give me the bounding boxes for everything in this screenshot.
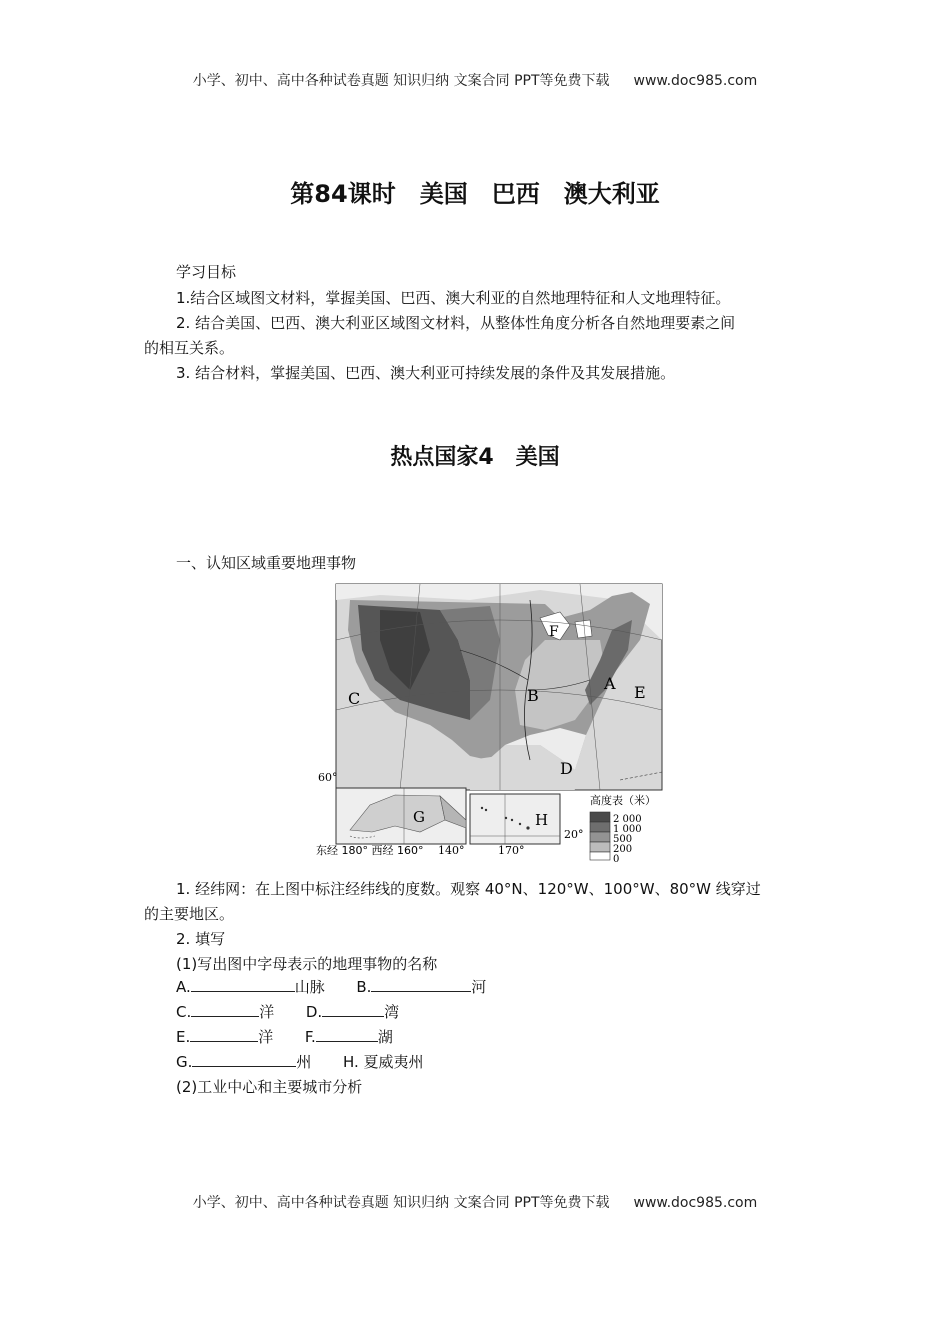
legend-value-2000: 2 000	[613, 814, 642, 825]
label-B: B	[527, 686, 539, 705]
legend-swatch-2000	[590, 812, 610, 822]
objectives-heading: 学习目标	[176, 263, 237, 281]
fill-row-gh	[176, 1052, 424, 1072]
footer-site[interactable]: www.doc985.com	[633, 1195, 758, 1211]
lat-60-label: 60°	[318, 771, 338, 784]
legend-value-200: 200	[613, 844, 633, 855]
label-H: H	[535, 811, 549, 829]
fill-d-blank[interactable]	[322, 1002, 384, 1017]
legend-swatch-200	[590, 842, 610, 852]
objective-2-continued: 的相互关系。	[144, 339, 235, 357]
lon-label-1: 东经 180° 西经 160°	[316, 844, 424, 857]
question-2-2: (2)工业中心和主要城市分析	[176, 1078, 363, 1096]
header-site[interactable]: www.doc985.com	[633, 73, 758, 89]
legend-title: 高度表（米）	[590, 794, 656, 807]
fill-f-blank[interactable]	[316, 1027, 378, 1042]
elevation-legend	[590, 793, 656, 865]
fill-c-label: C.	[176, 1003, 192, 1021]
fill-f-suffix: 湖	[377, 1028, 393, 1046]
legend-swatch-0	[590, 852, 610, 860]
fill-e-label: E.	[176, 1028, 191, 1046]
objective-3: 3. 结合材料，掌握美国、巴西、澳大利亚可持续发展的条件及其发展措施。	[176, 364, 676, 382]
lon-label-3: 170°	[498, 844, 525, 857]
lat-20-label: 20°	[564, 828, 584, 841]
label-D: D	[560, 759, 573, 778]
fill-b-blank[interactable]	[371, 977, 471, 992]
section-title: 热点国家4 美国	[390, 445, 560, 470]
fill-g-label: G.	[176, 1053, 193, 1071]
fill-e-blank[interactable]	[190, 1027, 258, 1042]
fill-b-label: B.	[356, 978, 372, 996]
legend-value-0: 0	[613, 854, 620, 865]
fill-c-suffix: 洋	[259, 1003, 275, 1021]
question-1: 1. 经纬网：在上图中标注经纬线的度数。观察 40°N、120°W、100°W、80°W 线穿过	[176, 880, 761, 898]
question-2-1: (1)写出图中字母表示的地理事物的名称	[176, 955, 438, 973]
legend-swatch-500	[590, 832, 610, 842]
label-G: G	[413, 808, 425, 826]
part1-heading: 一、认知区域重要地理事物	[176, 554, 357, 572]
lon-label-2: 140°	[438, 844, 465, 857]
objective-1: 1.结合区域图文材料，掌握美国、巴西、澳大利亚的自然地理特征和人文地理特征。	[176, 289, 731, 307]
fill-h-text: H. 夏威夷州	[342, 1053, 424, 1071]
fill-a-blank[interactable]	[191, 977, 295, 992]
fill-b-suffix: 河	[471, 978, 487, 996]
fill-row-ef	[176, 1027, 393, 1047]
fill-a-label: A.	[176, 978, 191, 996]
fill-row-cd	[176, 1002, 399, 1022]
label-C: C	[348, 689, 361, 708]
legend-value-500: 500	[613, 834, 633, 845]
page-footer	[0, 1192, 950, 1212]
main-map	[336, 584, 662, 790]
label-A: A	[604, 674, 616, 693]
label-F: F	[549, 624, 559, 640]
lesson-title: 第84课时 美国 巴西 澳大利亚	[290, 180, 660, 208]
label-E: E	[634, 683, 646, 702]
legend-value-1000: 1 000	[613, 824, 642, 835]
fill-g-blank[interactable]	[192, 1052, 296, 1067]
legend-swatch-1000	[590, 822, 610, 832]
fill-a-suffix: 山脉	[294, 978, 325, 996]
fill-d-suffix: 湾	[384, 1003, 400, 1021]
header-text: 小学、初中、高中各种试卷真题 知识归纳 文案合同 PPT等免费下载	[192, 73, 610, 89]
fill-f-label: F.	[304, 1028, 316, 1046]
objective-2: 2. 结合美国、巴西、澳大利亚区域图文材料，从整体性角度分析各自然地理要素之间	[176, 314, 736, 332]
fill-c-blank[interactable]	[191, 1002, 259, 1017]
hawaii-inset	[470, 794, 584, 857]
question-1-continued: 的主要地区。	[144, 905, 235, 923]
fill-row-ab	[176, 977, 486, 997]
question-2: 2. 填写	[176, 930, 226, 948]
fill-g-suffix: 州	[296, 1053, 312, 1071]
fill-e-suffix: 洋	[258, 1028, 274, 1046]
fill-d-label: D.	[305, 1003, 323, 1021]
footer-text: 小学、初中、高中各种试卷真题 知识归纳 文案合同 PPT等免费下载	[192, 1195, 610, 1211]
